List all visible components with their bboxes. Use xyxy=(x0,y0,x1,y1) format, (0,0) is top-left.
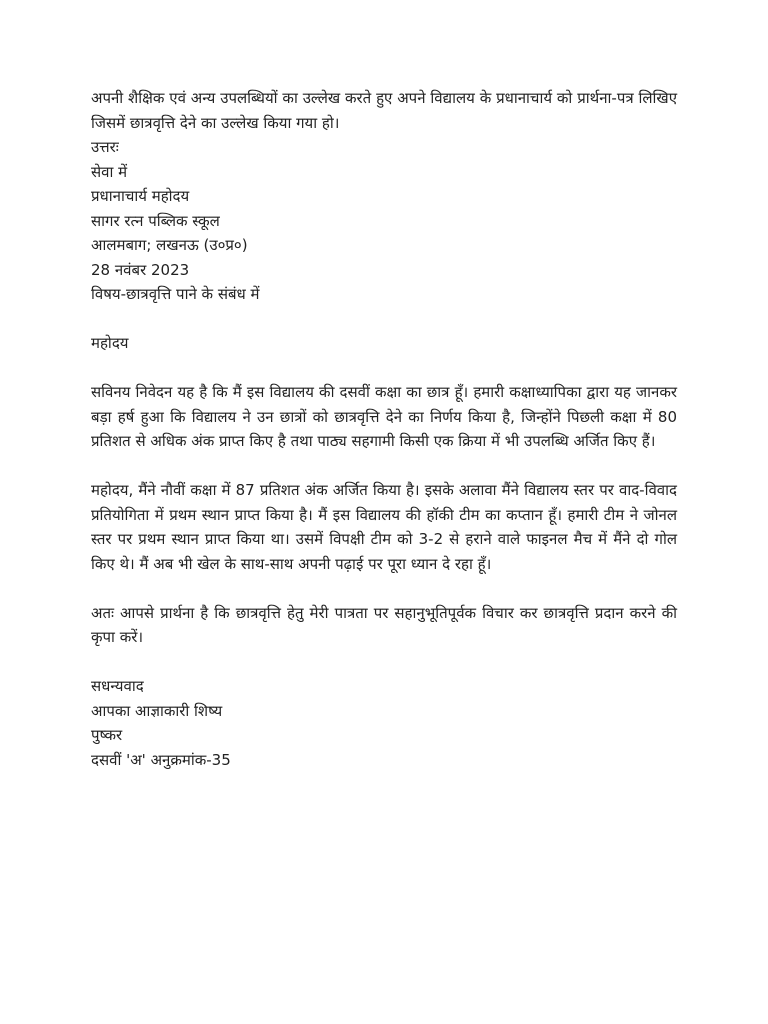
closing-thanks: सधन्यवाद xyxy=(91,677,144,695)
salutation: महोदय xyxy=(91,334,129,352)
address-line-2: प्रधानाचार्य महोदय xyxy=(91,187,190,205)
spacer xyxy=(91,650,677,675)
address-line-1: सेवा में xyxy=(91,162,128,181)
letter-closing xyxy=(91,674,677,772)
answer-label: उत्तरः xyxy=(91,138,119,156)
sender-name: पुष्कर xyxy=(91,726,123,744)
body-paragraph-3: अतः आपसे प्रार्थना है कि छात्रवृत्ति हेतु मेरी पात्रता पर सहानुभूतिपूर्वक विचार कर छात्रवृत्ति प्रदान करने की कृपा करें। xyxy=(91,603,677,646)
spacer xyxy=(91,307,677,332)
body-paragraph-2: महोदय, मैंने नौवीं कक्षा में 87 प्रतिशत अंक अर्जित किया है। इसके अलावा मैंने विद्यालय स्तर पर वाद-विवाद प्रतियोगिता में प्रथम स्थान प्राप्त किया है। मैं इस विद्यालय की हॉकी टीम का कप्तान हूँ। हमारी टीम ने जोनल स्तर पर प्रथम स्थान प्राप्त किया था। उसमें विपक्षी टीम को 3-2 से हराने वाले फाइनल मैच में मैंने दो गोल किए थे। मैं अब भी खेल के साथ-साथ अपनी पढ़ाई पर पूरा ध्यान दे रहा हूँ। xyxy=(91,481,677,573)
letter-subject: विषय-छात्रवृत्ति पाने के संबंध में xyxy=(91,285,260,303)
recipient-address xyxy=(91,160,677,258)
address-line-4: आलमबाग; लखनऊ (उ०प्र०) xyxy=(91,236,248,254)
sender-class-roll: दसवीं 'अ' अनुक्रमांक-35 xyxy=(91,750,231,769)
question-text: अपनी शैक्षिक एवं अन्य उपलब्धियों का उल्लेख करते हुए अपने विद्यालय के प्रधानाचार्य को प्रार्थना-पत्र लिखिए जिसमें छात्रवृत्ति देने का उल्लेख किया गया हो। xyxy=(91,89,677,132)
closing-regards: आपका आज्ञाकारी शिष्य xyxy=(91,701,223,720)
letter-date: 28 नवंबर 2023 xyxy=(91,260,190,279)
address-line-3: सागर रत्न पब्लिक स्कूल xyxy=(91,211,220,230)
letter-document xyxy=(91,86,677,772)
body-paragraph-1: सविनय निवेदन यह है कि मैं इस विद्यालय की दसवीं कक्षा का छात्र हूँ। हमारी कक्षाध्यापिका द्वारा यह जानकर बड़ा हर्ष हुआ कि विद्यालय ने उन छात्रों को छात्रवृत्ति देने का निर्णय किया है, जिन्होंने पिछली कक्षा में 80 प्रतिशत से अधिक अंक प्राप्त किए है तथा पाठ्य सहगामी किसी एक क्रिया में भी उपलब्धि अर्जित किए हैं। xyxy=(91,383,677,450)
spacer xyxy=(91,356,677,381)
spacer xyxy=(91,576,677,601)
spacer xyxy=(91,454,677,479)
